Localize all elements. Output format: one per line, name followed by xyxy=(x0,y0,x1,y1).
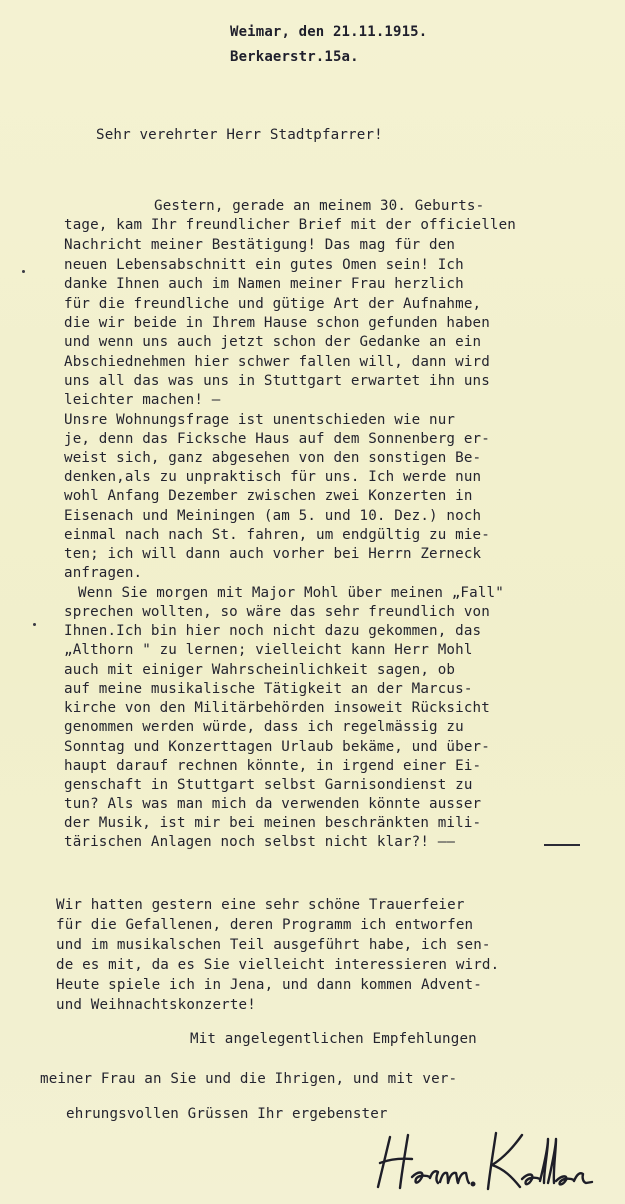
paragraph-1-line: Nachricht meiner Bestätigung! Das mag für den xyxy=(64,237,456,253)
paragraph-3-line: auch mit einiger Wahrscheinlichkeit sagen, ob xyxy=(64,662,456,678)
paragraph-3-line: Sonntag und Konzerttagen Urlaub bekäme, und über- xyxy=(64,739,490,755)
paragraph-3-line: tun? Als was man mich da verwenden könnte ausser xyxy=(64,796,482,812)
paragraph-3-line: kirche von den Militärbehörden insoweit Rücksicht xyxy=(64,700,490,716)
closing-line: ehrungsvollen Grüssen Ihr ergebenster xyxy=(66,1106,388,1122)
paragraph-1-line: tage, kam Ihr freundlicher Brief mit der officiellen xyxy=(64,217,516,233)
paragraph-3-line: genschaft in Stuttgart selbst Garnisondienst zu xyxy=(64,777,473,793)
paragraph-4-line: für die Gefallenen, deren Programm ich entworfen xyxy=(56,917,474,933)
paragraph-1-line: danke Ihnen auch im Namen meiner Frau herzlich xyxy=(64,276,464,292)
paragraph-2-line: weist sich, ganz abgesehen von den sonstigen Be- xyxy=(64,450,482,466)
paragraph-2-line: ten; ich will dann auch vorher bei Herrn Zerneck xyxy=(64,546,482,562)
paragraph-3-line: haupt darauf rechnen könnte, in irgend einer Ei- xyxy=(64,758,482,774)
paragraph-1-line: für die freundliche und gütige Art der Aufnahme, xyxy=(64,296,482,312)
paragraph-4-line: und Weihnachtskonzerte! xyxy=(56,997,256,1013)
letter-address: Berkaerstr.15a. xyxy=(230,49,359,65)
paragraph-2-line: wohl Anfang Dezember zwischen zwei Konzerten in xyxy=(64,488,473,504)
letter-date: Weimar, den 21.11.1915. xyxy=(230,24,428,40)
paragraph-2-line: je, denn das Ficksche Haus auf dem Sonnenberg er- xyxy=(64,431,490,447)
paragraph-4-line: de es mit, da es Sie vielleicht interessieren wird. xyxy=(56,957,500,973)
paragraph-1-line: neuen Lebensabschnitt ein gutes Omen sein! Ich xyxy=(64,257,464,273)
handwritten-signature xyxy=(372,1125,612,1195)
paragraph-2-line: Eisenach und Meiningen (am 5. und 10. Dez.) noch xyxy=(64,508,482,524)
paragraph-4-line: Heute spiele ich in Jena, und dann kommen Advent- xyxy=(56,977,482,993)
paragraph-1-line: leichter machen! — xyxy=(64,392,221,408)
paragraph-3-line: der Musik, ist mir bei meinen beschränkten mili- xyxy=(64,815,482,831)
bleed-through-text xyxy=(55,2,615,21)
paragraph-2-line: anfragen. xyxy=(64,565,143,581)
margin-mark xyxy=(22,270,25,273)
paragraph-3-line: sprechen wollten, so wäre das sehr freundlich von xyxy=(64,604,490,620)
paragraph-4-line: Wir hatten gestern eine sehr schöne Trauerfeier xyxy=(56,897,465,913)
closing-line: meiner Frau an Sie und die Ihrigen, und mit ver- xyxy=(40,1071,458,1087)
closing-line: Mit angelegentlichen Empfehlungen xyxy=(190,1031,477,1047)
paragraph-1-line: uns all das was uns in Stuttgart erwartet ihn uns xyxy=(64,373,490,389)
dash-line xyxy=(544,844,580,846)
paragraph-2-line: Unsre Wohnungsfrage ist unentschieden wie nur xyxy=(64,412,456,428)
paragraph-3-line: Ihnen.Ich bin hier noch nicht dazu gekommen, das xyxy=(64,623,482,639)
paragraph-2-line: denken,als zu unpraktisch für uns. Ich werde nun xyxy=(64,469,482,485)
paragraph-3-line: auf meine musikalische Tätigkeit an der Marcus- xyxy=(64,681,473,697)
paragraph-3-line: tärischen Anlagen noch selbst nicht klar?! —— xyxy=(64,834,456,850)
margin-mark xyxy=(33,623,36,626)
paragraph-3-line: „Althorn " zu lernen; vielleicht kann Herr Mohl xyxy=(64,642,473,658)
paragraph-1-line: und wenn uns auch jetzt schon der Gedanke an ein xyxy=(64,334,482,350)
paragraph-3-line: genommen werden würde, dass ich regelmässig zu xyxy=(64,719,464,735)
paragraph-1-line: Gestern, gerade an meinem 30. Geburts- xyxy=(154,198,485,214)
salutation: Sehr verehrter Herr Stadtpfarrer! xyxy=(96,127,383,143)
paragraph-4-line: und im musikalschen Teil ausgeführt habe, ich sen- xyxy=(56,937,491,953)
paragraph-1-line: die wir beide in Ihrem Hause schon gefunden haben xyxy=(64,315,490,331)
paragraph-3-line: Wenn Sie morgen mit Major Mohl über meinen „Fall" xyxy=(78,585,504,601)
paragraph-2-line: einmal nach nach St. fahren, um endgültig zu mie- xyxy=(64,527,490,543)
paragraph-1-line: Abschiednehmen hier schwer fallen will, dann wird xyxy=(64,354,490,370)
